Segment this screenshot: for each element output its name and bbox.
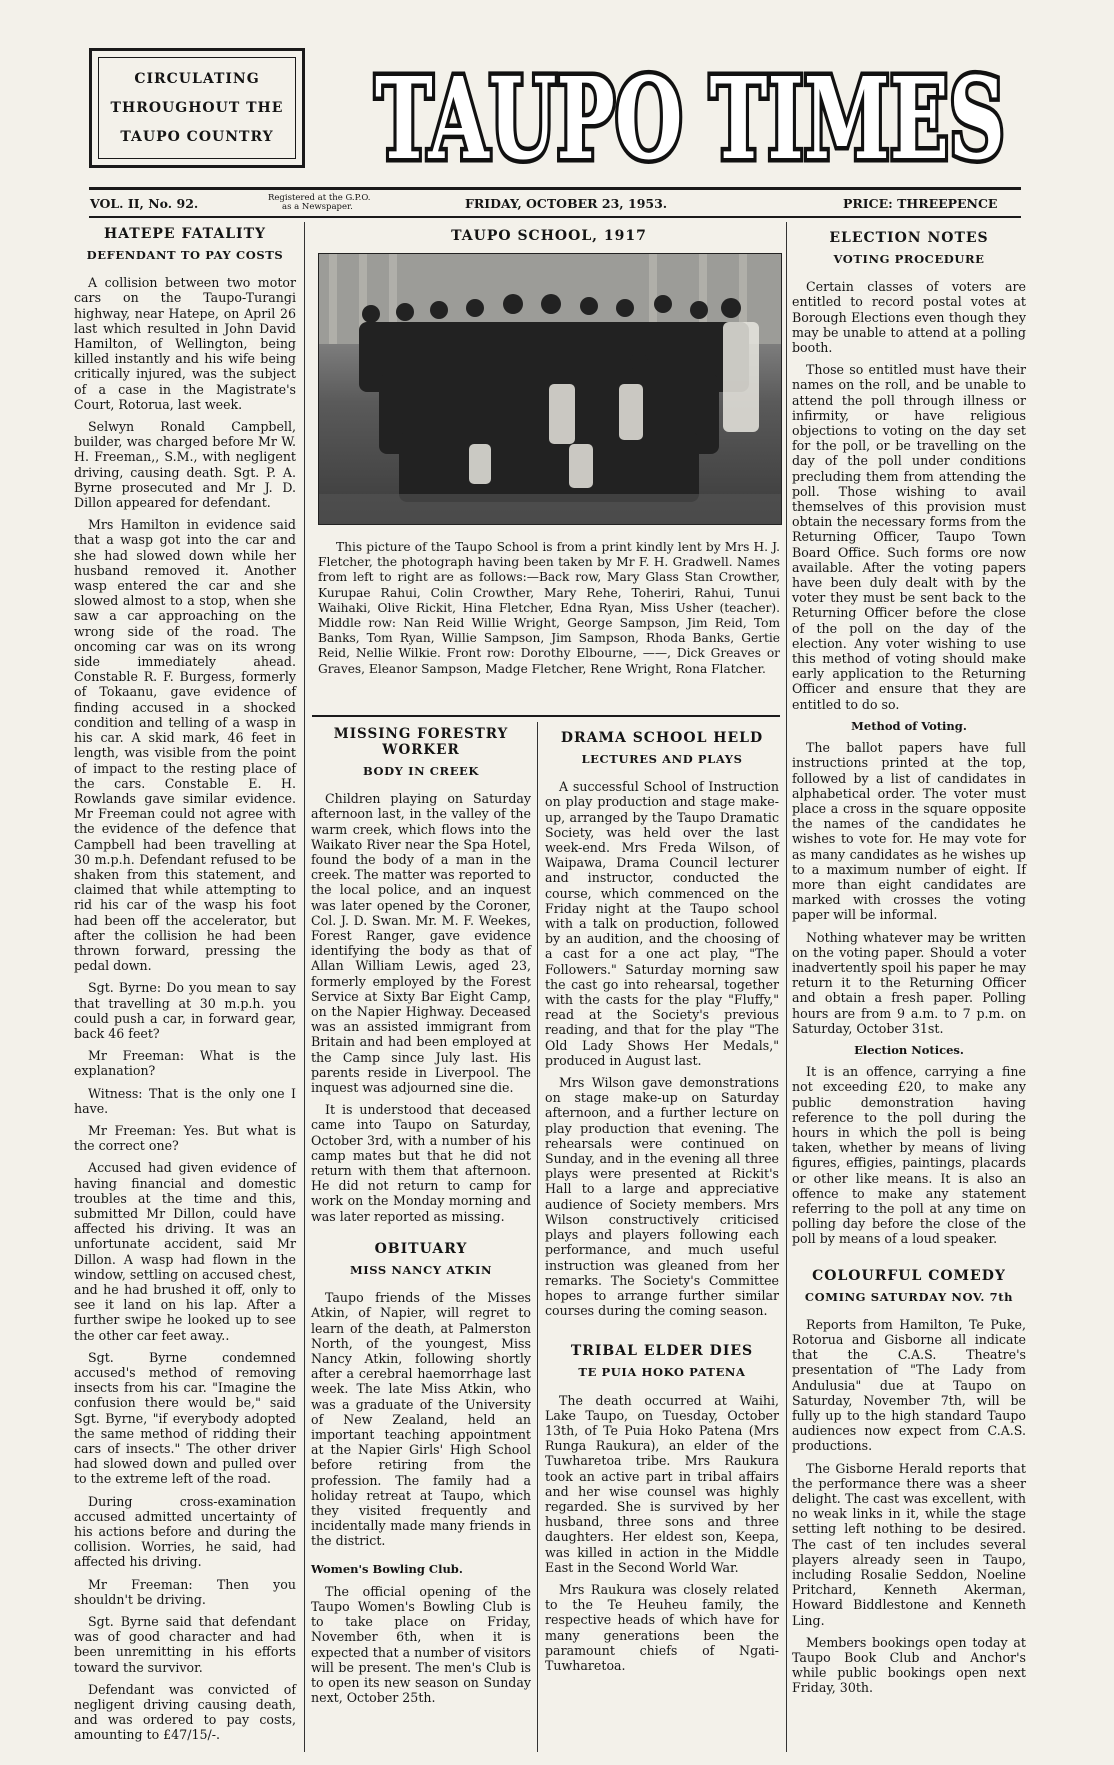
tribal-para: The death occurred at Waihi, Lake Taupo, on Tuesday, October 13th, of Te Puia Hoko Patena (Mrs Runga Raukura), an elder of the Tuwharetoa tribe. Mrs Raukura took an active part in tribal affairs and her wise counsel was highly regarded. She is survived by her husband, three sons and three daughters. Her eldest son, Keepa, was killed in action in the Middle East in the Second World War. [545,1392,779,1575]
hatepe-para: Witness: That is the only one I have. [74,1085,296,1116]
hatepe-para: Selwyn Ronald Campbell, builder, was charged before Mr W. H. Freeman,, S.M., with negligent driving, causing death. Sgt. P. A. Byrne prosecuted and Mr J. D. Dillon appeared for defendant. [74,419,296,511]
masthead-title-text: TAUPO TIMES [375,54,1005,180]
headline-bowling: Women's Bowling Club. [311,1561,463,1576]
school-photo [318,253,782,525]
headline-forestry: MISSING FORESTRY WORKER [333,726,509,758]
headline-comedy: COLOURFUL COMEDY [812,1267,1006,1284]
forestry-para: It is understood that deceased came into Taupo on Saturday, October 3rd, with a number of his camp mates but that he did not return with them that afternoon. He did not return to camp for work on the Monday morning and was later reported as missing. [311,1102,531,1224]
notices-para: It is an offence, carrying a fine not exceeding £20, to make any public demonstration having reference to the poll during the hours in which the poll is being taken, whether by means of living figures, effigies, paintings, placards or other like means. It is also an offence to make any statement referring to the poll at any time on polling day before the close of the poll by means of a loud speaker. [792,1064,1026,1247]
hatepe-para: Mr Freeman: Yes. But what is the correct one? [74,1122,296,1154]
volume-number: VOL. II, No. 92. [90,196,199,211]
hatepe-para: During cross-examination accused admitted uncertainty of his actions before and during the collision. Worries, he said, had affected his driving. [74,1493,296,1570]
headline-obituary: OBITUARY [374,1240,468,1257]
subhead-hatepe: DEFENDANT TO PAY COSTS [86,248,284,262]
dateline-rule [89,216,1021,218]
price: PRICE: THREEPENCE [843,196,998,211]
hatepe-para: Sgt. Byrne condemned accused's method of removing insects from his car. "Imagine the confusion there would be," said Sgt. Byrne, "if everybody adopted the same method of ridding their cars of insects." The other driver had slowed down and pulled over to the extreme left of the road. [74,1349,296,1487]
photo-caption [318,540,780,677]
subhead-election-notices: Election Notices. [854,1042,964,1057]
registration-note [268,194,371,212]
caption-text: This picture of the Taupo School is from a print kindly lent by Mrs H. J. Fletcher, the photograph having been taken by Mr F. H. Gradwell. Names from left to right are as follows:—Back row, Mary Glass Stan Crowther, Kurupae Rahui, Colin Crowther, Mary Rehe, Toheriri, Rahui, Tunui Waihaki, Olive Rickit, Hina Fletcher, Edna Ryan, Miss Usher (teacher). Middle row: Nan Reid Willie Wright, George Sampson, Jim Reid, Tom Banks, Tom Ryan, Willie Sampson, Jim Sampson, Rhoda Banks, Gertie Reid, Nellie Wilkie. Front row: Dorothy Elbourne, ——, Dick Greaves or Graves, Eleanor Sampson, Madge Fletcher, Rene Wright, Rona Flatcher. [318,540,780,676]
article-hatepe-fatality [74,226,296,1750]
headline-taupo-school: TAUPO SCHOOL, 1917 [451,228,647,244]
forestry-para: Children playing on Saturday afternoon last, in the valley of the warm creek, which flows into the Waikato River near the Spa Hotel, found the body of a man in the creek. The matter was reported to the local police, and an inquest was later opened by the Coroner, Col. J. D. Swan. Mr. M. F. Weekes, Forest Ranger, gave evidence identifying the body as that of Allan William Lewis, aged 23, formerly employed by the Forest Service at Sixty Bar Eight Camp, on the Napier Highway. Deceased was an assisted immigrant from Britain and had been employed at the Camp since July last. His parents reside in Liverpool. The inquest was adjourned sine die. [311,791,531,1096]
hatepe-para: Defendant was convicted of negligent driving causing death, and was ordered to pay costs, amounting to £47/15/-. [74,1681,296,1743]
column-divider-2 [786,222,787,1752]
hatepe-para: Accused had given evidence of having financial and domestic troubles at the time and this, submitted Mr Dillon, could have affected his driving. It was an unfortunate accident, said Mr Dillon. A wasp had flown in the window, settling on accused chest, and he had brushed it off, only to see it land on his lap. After a further swipe he looked up to see the other car feet away.. [74,1160,296,1343]
column-divider-3 [537,722,538,1752]
tagline-line-3: TAUPO COUNTRY [120,129,274,146]
bowling-para: The official opening of the Taupo Women's Bowling Club is to take place on Friday, November 6th, when it is expected that a number of visitors will be present. The men's Club is to open its new season on Sunday next, October 25th. [311,1583,531,1706]
column-divider-1 [304,222,305,1752]
drama-para: Mrs Wilson gave demonstrations on stage make-up on Saturday afternoon, and a further lecture on play production that evening. The rehearsals were continued on Sunday, and in the evening all three plays were presented at Rickit's Hall to a large and appreciative audience of Society members. Mrs Wilson constructively criticised plays and players following each performance, and much useful instruction was gleaned from her remarks. The Society's Committee hopes to arrange further similar courses during the coming season. [545,1075,779,1319]
comedy-para: Reports from Hamilton, Te Puke, Rotorua and Gisborne all indicate that the C.A.S. Theatre's presentation of "The Lady from Andulusia" due at Taupo on Saturday, November 7th, will be fully up to the high standard Taupo audiences now expect from C.A.S. productions. [792,1316,1026,1454]
masthead-rule [89,187,1021,190]
election-para: Those so entitled must have their names on the roll, and be unable to attend the poll through illness or infirmity, or have religious objections to voting on the day set for the poll, or be travelling on the day of the poll under conditions precluding them from attending the poll. Those wishing to avail themselves of this provision must obtain the necessary forms from the Returning Officer, Taupo Town Board Office. Such forms ore now available. After the voting papers have been duly dealt with by the voter they must be sent back to the Returning Officer before the close of the poll on the day of the election. Any voter wishing to use this method of voting should make early application to the Returning Officer and ensure that they are entitled to do so. [792,362,1026,712]
subhead-drama: LECTURES AND PLAYS [581,752,743,766]
headline-drama: DRAMA SCHOOL HELD [560,730,764,746]
hatepe-para: A collision between two motor cars on the Taupo-Turangi highway, near Hatepe, on April 26 last which resulted in John David Hamilton, of Wellington, being killed instantly and his wife being critically injured, was the subject of a case in the Magistrate's Court, Rotorua, last week. [74,275,296,412]
headline-hatepe: HATEPE FATALITY [103,226,267,242]
subhead-forestry: BODY IN CREEK [362,764,480,778]
drama-para: A successful School of Instruction on play production and stage make-up, arranged by the Taupo Dramatic Society, was held over the last week-end. Mrs Freda Wilson, of Waipawa, Drama Council lecturer and instructor, conducted the course, which commenced on the Friday night at the Taupo school with a talk on production, followed by an audition, and the choosing of a cast for a one act play, "The Followers." Saturday morning saw the cast go into rehearsal, together with the casts for the play "Fluffy," read at the Society's previous reading, and that for the play "The Old Lady Shows Her Medals," produced in August last. [545,779,779,1068]
tribal-para: Mrs Raukura was closely related to the Te Heuheu family, the respective heads of which have for many generations been the paramount chiefs of Ngati-Tuwharetoa. [545,1581,779,1673]
election-para: Certain classes of voters are entitled to record postal votes at Borough Elections even though they may be unable to attend at a polling booth. [792,279,1026,356]
center-section-rule [312,715,780,717]
comedy-para: Members bookings open today at Taupo Book Club and Anchor's while public bookings open next Friday, 30th. [792,1634,1026,1696]
subhead-tribal: TE PUIA HOKO PATENA [578,1365,746,1380]
method-para: Nothing whatever may be written on the voting paper. Should a voter inadvertently spoil his paper he may return it to the Returning Officer and obtain a fresh paper. Polling hours are from 9 a.m. to 7 p.m. on Saturday, October 31st. [792,929,1026,1036]
article-election-notes [792,230,1026,1703]
school-photo-figures [319,254,781,524]
tagline-line-1: CIRCULATING [134,70,260,87]
article-drama-school [545,730,779,1680]
tagline-line-2: THROUGHOUT THE [110,99,284,116]
hatepe-para: Mrs Hamilton in evidence said that a wasp got into the car and she had slowed down while her husband removed it. Another wasp entered the car and she slowed almost to a stop, when she saw a car approaching on the wrong side of the road. The oncoming car was on its wrong side immediately ahead. Constable R. F. Burgess, formerly of Tokaanu, gave evidence of finding accused in a shocked condition and telling of a wasp in his car. A skid mark, 46 feet in length, was visible from the point of impact to the resting place of the cars. Constable E. H. Rowlands gave similar evidence. Mr Freeman could not agree with the evidence of the defence that Campbell had been travelling at 30 m.p.h. Defendant refused to be shaken from this statement, and claimed that while attempting to rid his car of the wasp his foot had been off the accelerator, but after the collision he had been thrown forward, pressing the pedal down. [74,517,296,974]
subhead-election: VOTING PROCEDURE [833,252,985,266]
method-para: The ballot papers have full instructions printed at the top, followed by a list of candidates in alphabetical order. The voter must place a cross in the square opposite the names of the candidates he wishes to vote for. He may vote for as many candidates as he wishes up to a maximum number of eight. If more than eight candidates are marked with crosses the voting paper will be informal. [792,740,1026,923]
hatepe-para: Mr Freeman: Then you shouldn't be driving. [74,1576,296,1607]
hatepe-para: Sgt. Byrne said that defendant was of good character and had been unremitting in his efforts toward the survivor. [74,1614,296,1675]
subhead-obituary: MISS NANCY ATKIN [349,1262,493,1277]
obituary-para: Taupo friends of the Misses Atkin, of Napier, will regret to learn of the death, at Palmerston North, of the youngest, Miss Nancy Atkin, following shortly after a cerebral haemorrhage last week. The late Miss Atkin, who was a graduate of the University of New Zealand, held an important teaching appointment at the Napier Girls' High School before retiring from the profession. The family had a holiday retreat at Taupo, which they visited frequently and incidentally made many friends in the district. [311,1290,531,1549]
issue-date: FRIDAY, OCTOBER 23, 1953. [465,196,668,211]
subhead-method-of-voting: Method of Voting. [851,718,967,733]
headline-election: ELECTION NOTES [829,230,989,246]
hatepe-para: Mr Freeman: What is the explanation? [74,1048,296,1079]
comedy-para: The Gisborne Herald reports that the performance there was a sheer delight. The cast was excellent, with no weak links in it, while the stage setting left nothing to be desired. The cast of ten includes several players already seen in Taupo, including Rosalie Seddon, Noeline Pritchard, Kenneth Akerman, Howard Biddlestone and Kenneth Ling. [792,1460,1026,1628]
circulation-box [89,48,305,168]
headline-tribal: TRIBAL ELDER DIES [570,1343,754,1360]
masthead-title [370,40,1010,180]
article-missing-forestry [311,726,531,1712]
hatepe-para: Sgt. Byrne: Do you mean to say that travelling at 30 m.p.h. you could push a car, in forward gear, back 46 feet? [74,980,296,1041]
registration-line-2: as a Newspaper. [282,202,353,212]
subhead-comedy: COMING SATURDAY NOV. 7th [804,1289,1014,1304]
registration-line-1: Registered at the G.P.O. [268,193,371,203]
